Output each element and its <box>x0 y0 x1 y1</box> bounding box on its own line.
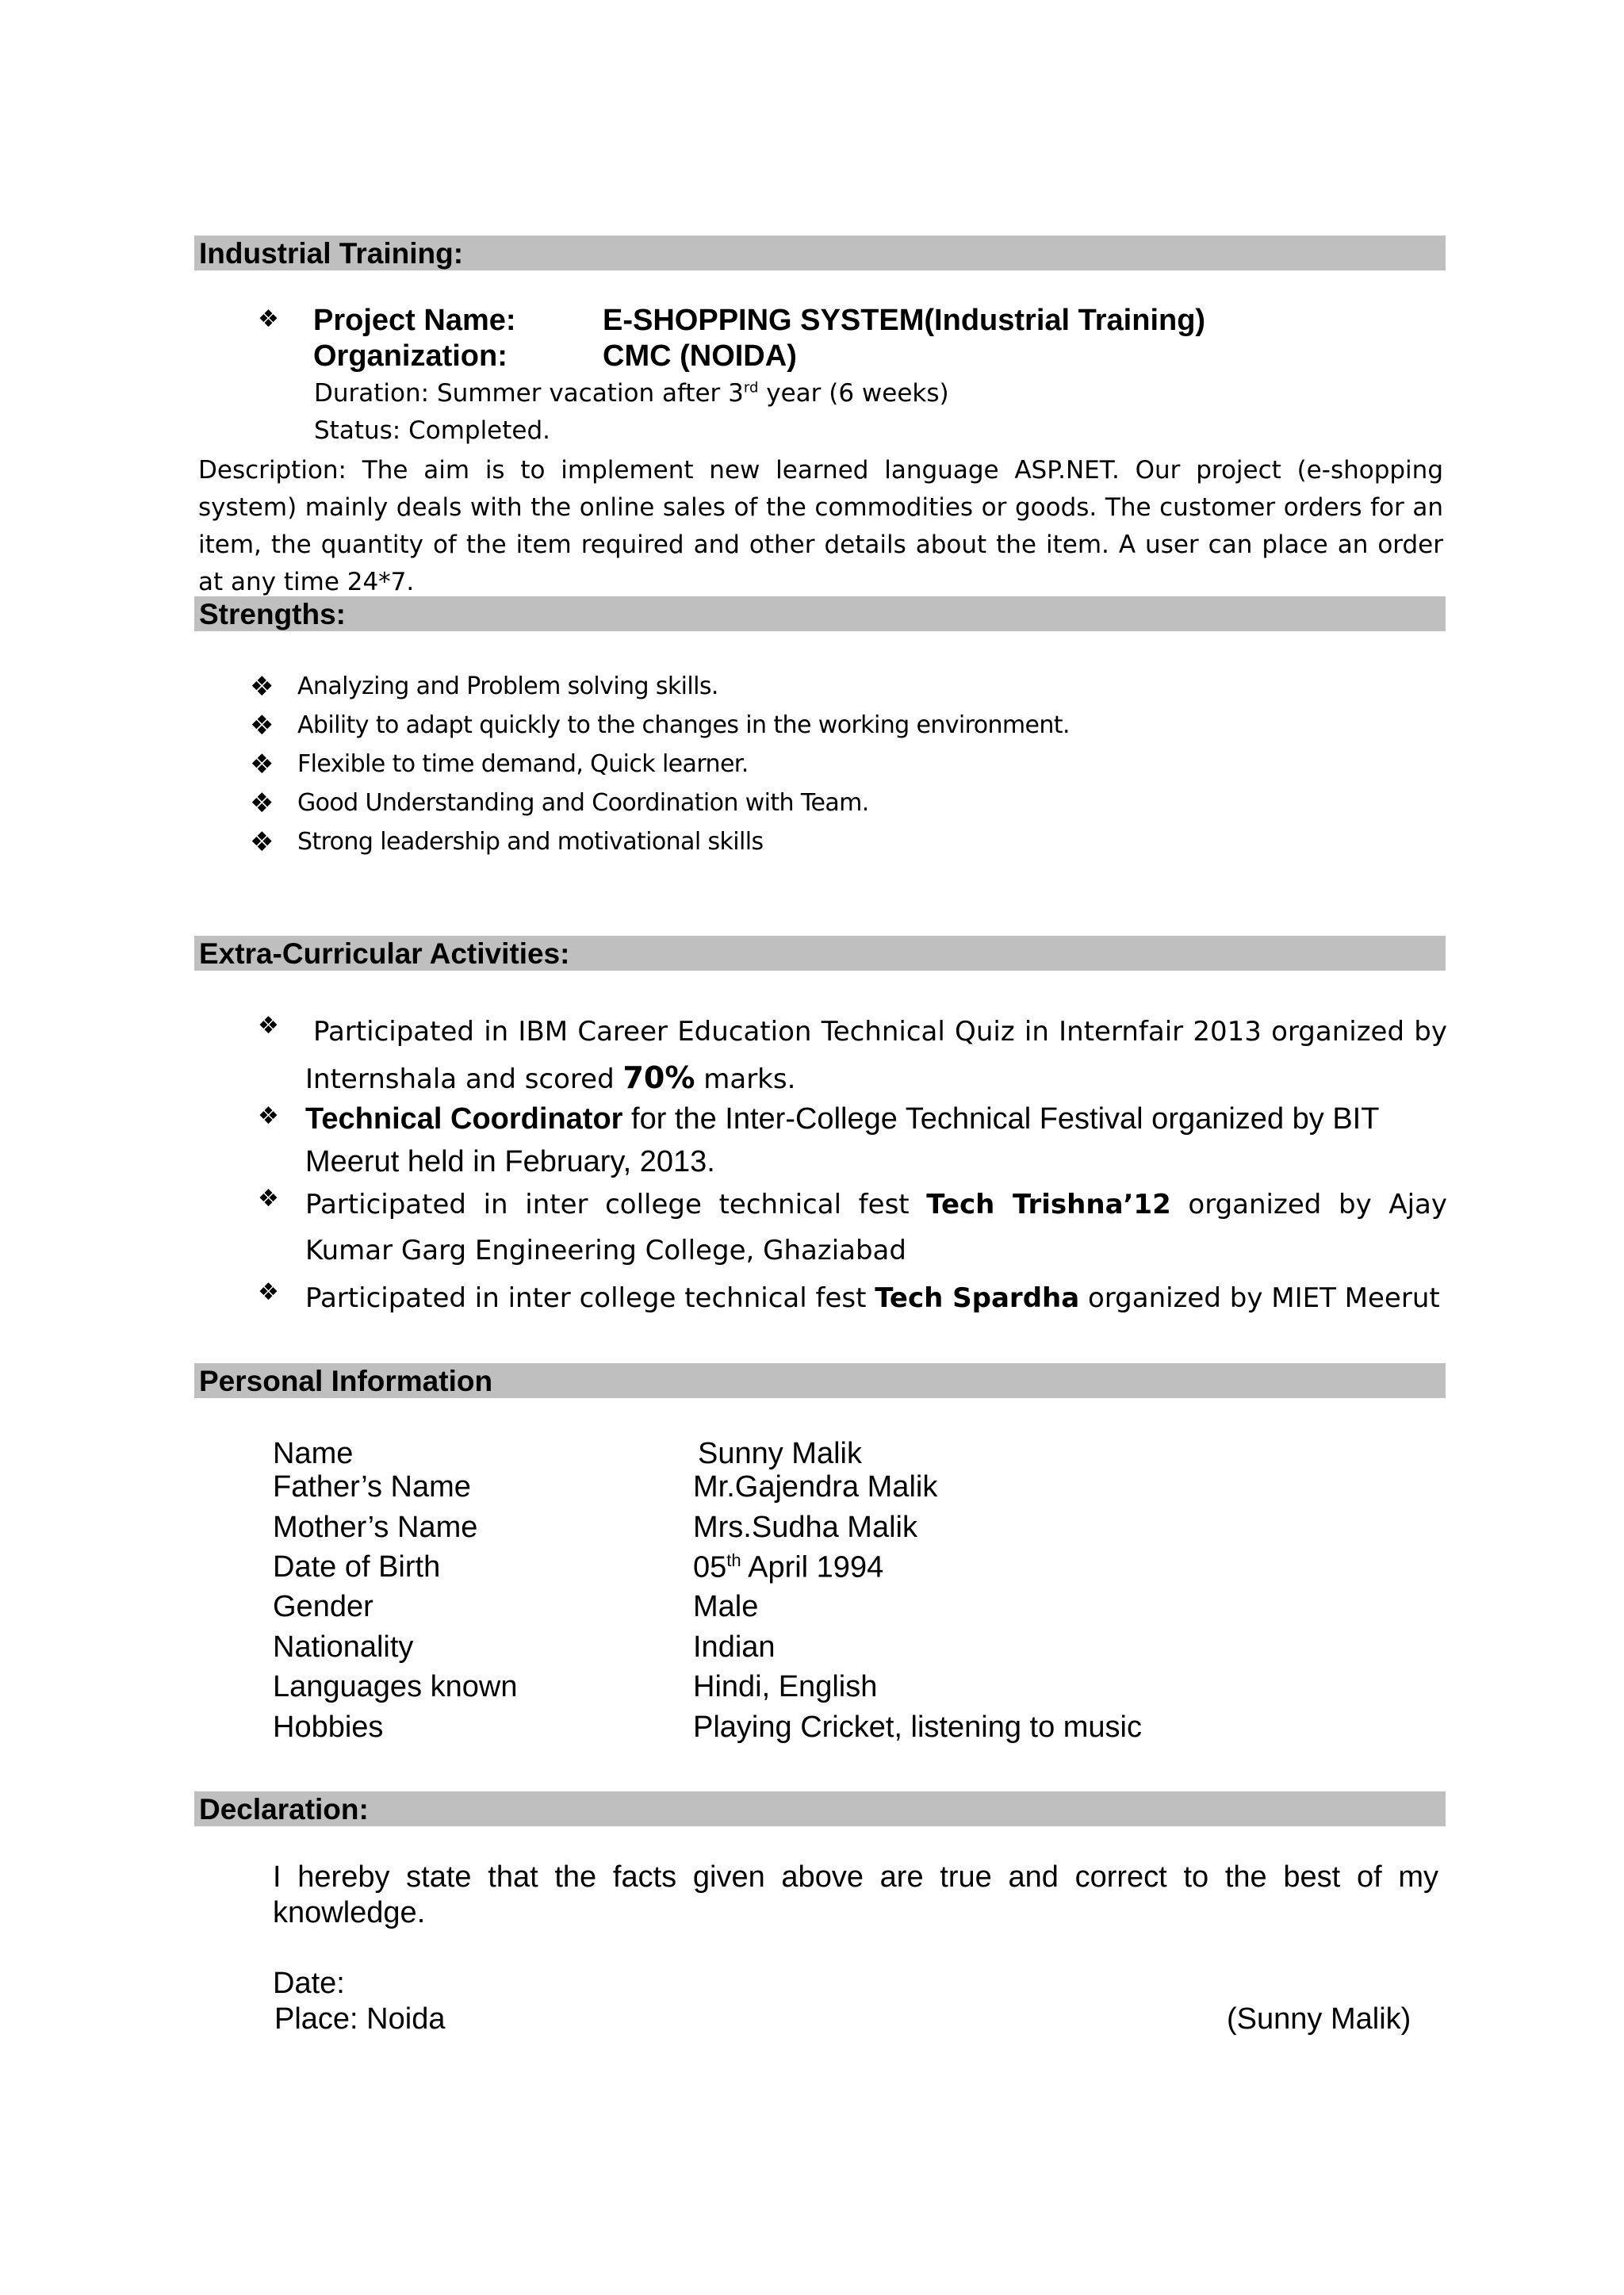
declaration-text: I hereby state that the facts given above are true and correct to the best of my knowledge. <box>273 1860 1438 1929</box>
bullet-icon: ❖ <box>250 826 274 858</box>
section-title: Personal Information <box>199 1365 493 1397</box>
section-header-extra-curricular <box>194 936 1446 971</box>
section-title: Declaration: <box>199 1793 369 1826</box>
organization-value: CMC (NOIDA) <box>603 339 797 373</box>
duration-text: Duration: Summer vacation after 3rd year (6 weeks) <box>314 379 949 408</box>
name-label: Name <box>273 1437 354 1470</box>
section-header-industrial-training <box>194 236 1446 270</box>
signature-name: (Sunny Malik) <box>1227 2002 1411 2036</box>
section-title: Industrial Training: <box>199 237 464 270</box>
section-header-personal-information <box>194 1363 1446 1398</box>
project-name-value: E-SHOPPING SYSTEM(Industrial Training) <box>603 304 1206 337</box>
section-header-declaration <box>194 1791 1446 1826</box>
bullet-icon: ❖ <box>250 710 274 741</box>
dob-value: 05th April 1994 <box>693 1550 884 1584</box>
bullet-icon: ❖ <box>258 305 279 333</box>
status-text: Status: Completed. <box>314 416 551 445</box>
gender-label: Gender <box>273 1590 373 1623</box>
bullet-icon: ❖ <box>250 749 274 780</box>
bullet-icon: ❖ <box>250 787 274 819</box>
project-description: Description: The aim is to implement new learned language ASP.NET. Our project (e-shopping system) mainly deals with the online sales of the commodities or goods. The customer orders for an item, the quantity of the item required and other details about the item. A user can place an order at any time 24*7. <box>198 456 1443 596</box>
section-title: Strengths: <box>199 598 346 630</box>
hobbies-label: Hobbies <box>273 1711 384 1744</box>
father-name-value: Mr.Gajendra Malik <box>693 1470 938 1504</box>
mother-name-label: Mother’s Name <box>273 1511 478 1544</box>
date-label: Date: <box>273 1967 345 2000</box>
mother-name-value: Mrs.Sudha Malik <box>693 1511 917 1544</box>
bullet-icon: ❖ <box>258 1012 279 1040</box>
organization-label: Organization: <box>313 339 508 373</box>
hobbies-value: Playing Cricket, listening to music <box>693 1711 1142 1744</box>
father-name-label: Father’s Name <box>273 1470 471 1504</box>
languages-label: Languages known <box>273 1670 518 1703</box>
bullet-icon: ❖ <box>250 671 274 703</box>
place-text: Place: Noida <box>274 2002 446 2036</box>
bullet-icon: ❖ <box>258 1102 279 1130</box>
section-title: Extra-Curricular Activities: <box>199 937 570 970</box>
dob-label: Date of Birth <box>273 1550 441 1584</box>
languages-value: Hindi, English <box>693 1670 878 1703</box>
bullet-icon: ❖ <box>258 1185 279 1213</box>
section-header-strengths <box>194 596 1446 631</box>
name-value: Sunny Malik <box>698 1437 862 1470</box>
nationality-value: Indian <box>693 1630 776 1664</box>
nationality-label: Nationality <box>273 1630 414 1664</box>
resume-page: Industrial Training: ❖ Project Name: E-SHOPPING SYSTEM(Industrial Training) Organization: CMC (NOIDA) Duration: Summer vacation after 3rd year (6 weeks) Status: Completed. Description: The aim is to implement new learned language ASP.NET. Our project (e-shopping system) mainly deals with the online sales of the commodities or goods. The customer orders for an item, the quantity of the item required and other details about the item. A user can place an order at any time 24*7. Strengths: ❖ Analyzing and Problem solving skills. ❖ Ability to adapt quickly to the changes in the working environment. ❖ Flexible to time demand, Quick learner. ❖ Good Understanding and Coordination with Team. ❖ Strong leadership and motivational skills Extra-Curricular Activities: ❖ Participated in IBM Career Education Technical Quiz in Internfair 2013 organized by Internshala and scored 70% marks. ❖ Technical Coordinator for the Inter-College Technical Festival organized by BIT Meerut held in February, 2013. ❖ Participated in inter college technical fest Tech Trishna’12 organized by Ajay Kumar Garg Engineering College, Ghaziabad ❖ Participated in inter college technical fest Tech Spardha organized by MIET Meerut Personal Information Name Sunny Malik Father’s Name Mr.Gajendra Malik Mother’s Name Mrs.Sudha Malik Date of Birth 05th April 1994 Gender Male Nationality Indian Languages known Hindi, English Hobbies Playing Cricket, listening to music Declaration: I hereby state that the facts given above are true and correct to the best of my knowledge. Date: Place: Noida (Sunny Malik) <box>0 0 1624 2295</box>
bullet-icon: ❖ <box>258 1278 279 1306</box>
gender-value: Male <box>693 1590 759 1623</box>
project-name-label: Project Name: <box>313 304 516 337</box>
